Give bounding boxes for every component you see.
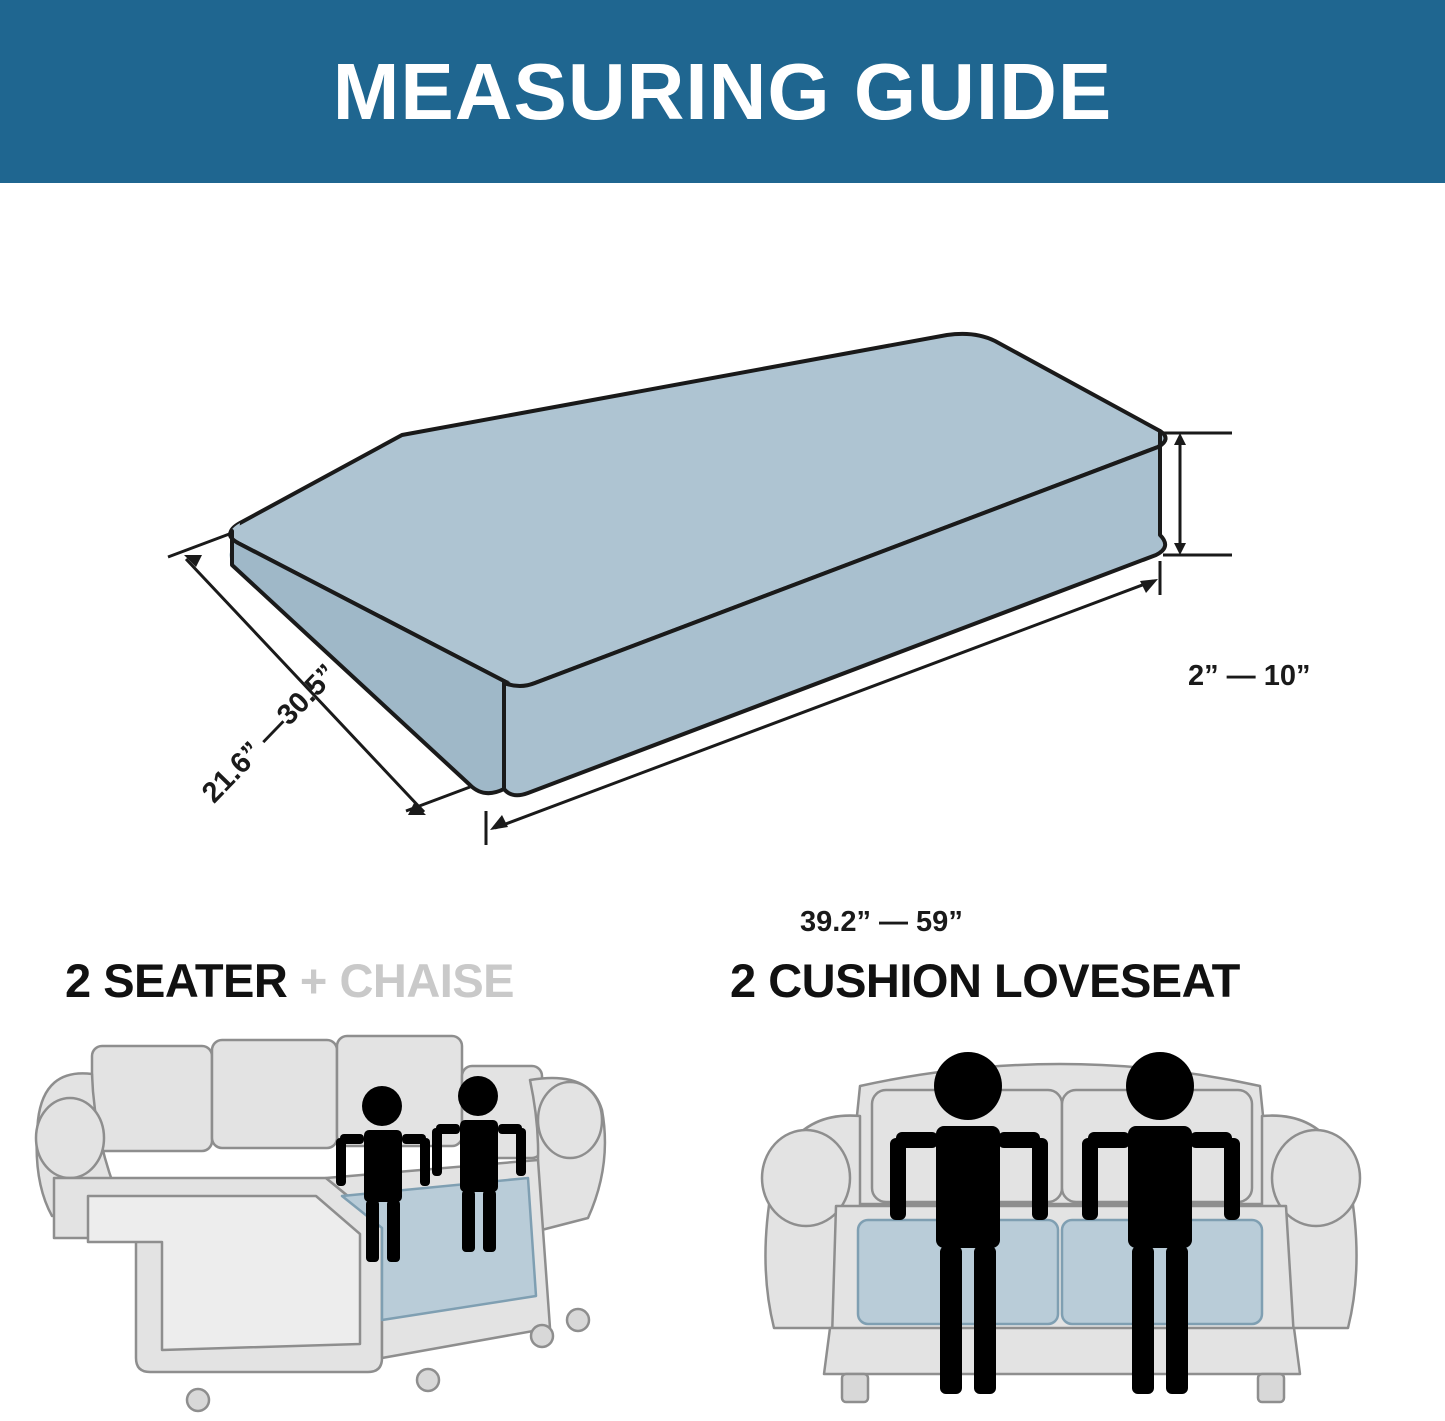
- sofa-back-cushion: [212, 1040, 337, 1148]
- panel-title-main: 2 SEATER: [65, 954, 288, 1007]
- header-banner: [0, 0, 1445, 183]
- dimension-height-label: 2” — 10”: [1188, 660, 1311, 692]
- cushion-diagram-section: [0, 183, 1445, 938]
- sofa-chaise-cushion: [88, 1196, 360, 1350]
- sofa-right-arm-roll: [538, 1082, 602, 1158]
- sofa-left-arm-roll: [36, 1098, 104, 1178]
- panel-title-plus: +: [287, 954, 340, 1007]
- sofa-caster: [531, 1325, 553, 1347]
- panel-two-seater-chaise: [30, 923, 710, 1421]
- panel-title-main: 2 CUSHION LOVESEAT: [730, 954, 1240, 1007]
- sofa-caster: [567, 1309, 589, 1331]
- dimension-depth-label: 21.6” —30.5”: [196, 658, 344, 810]
- dimension-width-label: 39.2” — 59”: [800, 906, 963, 938]
- loveseat-illustration: [710, 1028, 1420, 1418]
- panel-title-two-seater-chaise: [65, 953, 514, 1008]
- loveseat-leg: [1258, 1374, 1284, 1402]
- sectional-sofa-illustration: [30, 1028, 710, 1418]
- sofa-caster: [417, 1369, 439, 1391]
- panel-title-muted: CHAISE: [339, 954, 515, 1007]
- sofa-type-panels: [0, 923, 1445, 1421]
- page-title: MEASURING GUIDE: [332, 46, 1113, 136]
- cushion-3d-illustration: [0, 183, 1445, 923]
- panel-two-cushion-loveseat: [710, 923, 1420, 1421]
- sofa-caster: [187, 1389, 209, 1411]
- dimension-height: [1163, 433, 1232, 555]
- panel-title-two-cushion-loveseat: [730, 953, 1240, 1008]
- loveseat-base-skirt: [824, 1328, 1300, 1374]
- loveseat-leg: [842, 1374, 868, 1402]
- sofa-back-cushion: [92, 1046, 212, 1151]
